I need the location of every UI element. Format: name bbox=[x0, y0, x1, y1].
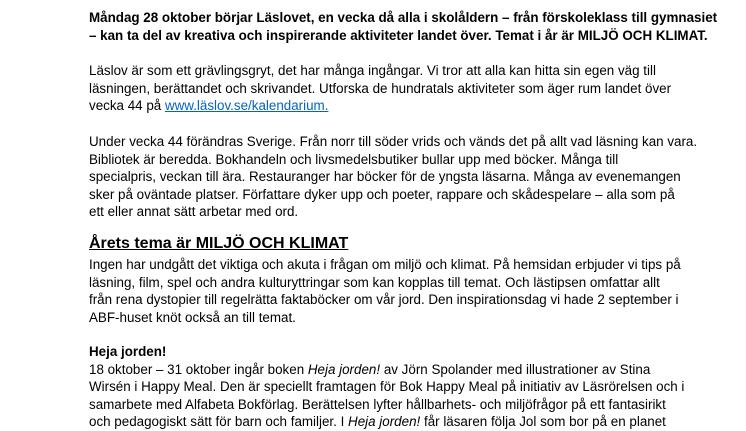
laslov-paragraph bbox=[89, 62, 689, 115]
vecka44-line: Bibliotek är beredda. Bokhandeln och livsmedelsbutiker bullar upp med böcker. Många till bbox=[89, 151, 619, 167]
laslov-line-prefix: vecka 44 på bbox=[89, 98, 165, 114]
tema-line: från rena dystopier till regelrätta faktaböcker om vår jord. Den inspirationsdag vi hade 2 september i bbox=[89, 292, 679, 308]
tema-line: läsning, film, spel och andra kulturyttringar som kan kopplas till temat. Och lästipsen omfattar allt bbox=[89, 274, 660, 290]
heja-line-prefix: 18 oktober – 31 oktober ingår boken bbox=[89, 361, 308, 377]
intro-line: – kan ta del av kreativa och inspirerande aktiviteter landet över. Temat i år är MILJÖ OCH KLIMAT. bbox=[89, 27, 708, 43]
heja-line: Wirsén i Happy Meal. Den är speciellt framtagen för Bok Happy Meal på initiativ av Läsrörelsen och i bbox=[89, 379, 685, 395]
tema-paragraph bbox=[89, 256, 689, 326]
heja-line-suffix: av Jörn Spolander med illustrationer av Stina bbox=[380, 361, 651, 377]
vecka44-line: ett eller annat sätt arbetar med ord. bbox=[89, 204, 299, 220]
tema-line: ABF-huset knöt också an till temat. bbox=[89, 309, 296, 325]
intro-paragraph bbox=[89, 9, 718, 44]
laslov-line: Läslov är som ett grävlingsgryt, det har många ingångar. Vi tror att alla kan hitta sin egen väg till bbox=[89, 63, 656, 78]
heja-line-prefix: och pedagogiskt sätt för barn och familjer. I bbox=[89, 414, 349, 430]
heja-line bbox=[89, 361, 689, 379]
kalendarium-link[interactable]: www.läslov.se/kalendarium. bbox=[164, 98, 329, 114]
tema-heading: Årets tema är MILJÖ OCH KLIMAT bbox=[89, 235, 349, 252]
book-title: Heja jorden! bbox=[307, 361, 381, 377]
heja-line-suffix: får läsaren följa Jol som bor på en planet bbox=[420, 414, 666, 430]
heja-line: samarbete med Alfabeta Bokförlag. Berättelsen lyfter hållbarhets- och miljöfrågor på ett fantasirikt bbox=[89, 396, 666, 412]
intro-line: Måndag 28 oktober börjar Läslovet, en vecka då alla i skolåldern – från förskoleklass till gymnasiet bbox=[89, 10, 718, 25]
tema-line: Ingen har undgått det viktiga och akuta i frågan om miljö och klimat. På hemsidan erbjuder vi tips på bbox=[89, 257, 681, 272]
vecka44-paragraph bbox=[89, 133, 698, 221]
vecka44-line: Under vecka 44 förändras Sverige. Från norr till söder vrids och vänds det på allt vad läsning kan vara. bbox=[89, 134, 698, 149]
laslov-line bbox=[89, 97, 689, 115]
vecka44-line: specialpris, veckan till ära. Restauranger har böcker för de yngsta läsarna. Många av evenemangen bbox=[89, 169, 681, 185]
heja-subheading: Heja jorden! bbox=[89, 344, 167, 359]
vecka44-line: sker på oväntade platser. Författare dyker upp och poeter, rappare och skådespelare – alla som på bbox=[89, 186, 675, 202]
heja-paragraph bbox=[89, 343, 689, 431]
heja-line bbox=[89, 413, 689, 431]
laslov-line: läsningen, berättandet och skrivandet. Utforska de hundratals aktiviteter som äger rum landet över bbox=[89, 80, 672, 96]
book-title: Heja jorden! bbox=[348, 414, 421, 430]
